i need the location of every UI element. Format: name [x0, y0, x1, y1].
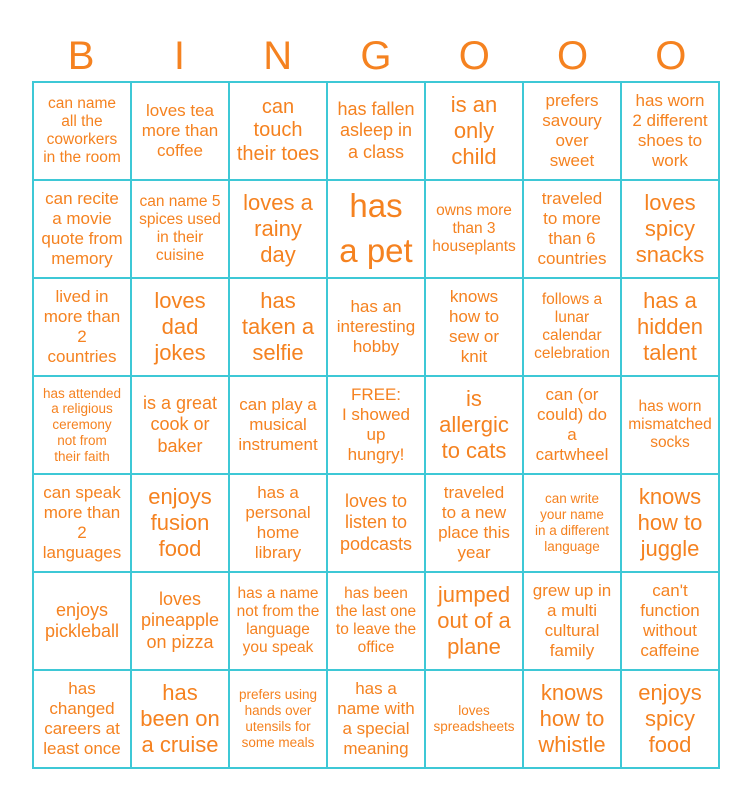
- bingo-cell[interactable]: has a hidden talent: [622, 279, 720, 377]
- bingo-cell[interactable]: has attended a religious ceremony not from their faith: [34, 377, 132, 475]
- header-letter-n: N: [263, 34, 293, 78]
- bingo-cell[interactable]: has changed careers at least once: [34, 671, 132, 769]
- header-letter-g: G: [360, 34, 392, 78]
- bingo-cell[interactable]: follows a lunar calendar celebration: [524, 279, 622, 377]
- bingo-cell[interactable]: can name all the coworkers in the room: [34, 83, 132, 181]
- bingo-cell[interactable]: loves spreadsheets: [426, 671, 524, 769]
- bingo-cell[interactable]: loves dad jokes: [132, 279, 230, 377]
- bingo-cell[interactable]: loves a rainy day: [230, 181, 328, 279]
- bingo-cell[interactable]: can recite a movie quote from memory: [34, 181, 132, 279]
- bingo-cell[interactable]: traveled to more than 6 countries: [524, 181, 622, 279]
- bingo-cell[interactable]: can't function without caffeine: [622, 573, 720, 671]
- bingo-cell[interactable]: enjoys fusion food: [132, 475, 230, 573]
- bingo-cell[interactable]: has a personal home library: [230, 475, 328, 573]
- bingo-cell[interactable]: can name 5 spices used in their cuisine: [132, 181, 230, 279]
- header-letter-o-3: O: [655, 34, 687, 78]
- bingo-cell[interactable]: knows how to sew or knit: [426, 279, 524, 377]
- bingo-cell[interactable]: knows how to juggle: [622, 475, 720, 573]
- bingo-cell[interactable]: is an only child: [426, 83, 524, 181]
- bingo-cell[interactable]: enjoys pickleball: [34, 573, 132, 671]
- bingo-grid: [32, 81, 720, 769]
- header-letter-o-2: O: [556, 34, 589, 78]
- bingo-cell[interactable]: has a pet: [328, 181, 426, 279]
- bingo-cell[interactable]: can speak more than 2 languages: [34, 475, 132, 573]
- free-space-cell[interactable]: FREE: I showed up hungry!: [328, 377, 426, 475]
- bingo-cell[interactable]: loves to listen to podcasts: [328, 475, 426, 573]
- bingo-cell[interactable]: loves pineapple on pizza: [132, 573, 230, 671]
- bingo-cell[interactable]: has an interesting hobby: [328, 279, 426, 377]
- bingo-cell[interactable]: has fallen asleep in a class: [328, 83, 426, 181]
- bingo-cell[interactable]: has been the last one to leave the office: [328, 573, 426, 671]
- bingo-cell[interactable]: has been on a cruise: [132, 671, 230, 769]
- bingo-cell[interactable]: lived in more than 2 countries: [34, 279, 132, 377]
- bingo-cell[interactable]: has a name with a special meaning: [328, 671, 426, 769]
- bingo-cell[interactable]: can write your name in a different language: [524, 475, 622, 573]
- header-letter-b: B: [67, 34, 95, 78]
- bingo-cell[interactable]: has taken a selfie: [230, 279, 328, 377]
- bingo-cell[interactable]: loves spicy snacks: [622, 181, 720, 279]
- bingo-cell[interactable]: prefers using hands over utensils for some meals: [230, 671, 328, 769]
- bingo-cell[interactable]: can (or could) do a cartwheel: [524, 377, 622, 475]
- bingo-cell[interactable]: has worn mismatched socks: [622, 377, 720, 475]
- bingo-cell[interactable]: can touch their toes: [230, 83, 328, 181]
- bingo-cell[interactable]: is a great cook or baker: [132, 377, 230, 475]
- bingo-cell[interactable]: knows how to whistle: [524, 671, 622, 769]
- bingo-cell[interactable]: prefers savoury over sweet: [524, 83, 622, 181]
- bingo-cell[interactable]: loves tea more than coffee: [132, 83, 230, 181]
- bingo-cell[interactable]: jumped out of a plane: [426, 573, 524, 671]
- bingo-cell[interactable]: can play a musical instrument: [230, 377, 328, 475]
- bingo-cell[interactable]: has a name not from the language you speak: [230, 573, 328, 671]
- bingo-cell[interactable]: is allergic to cats: [426, 377, 524, 475]
- bingo-cell[interactable]: traveled to a new place this year: [426, 475, 524, 573]
- bingo-cell[interactable]: enjoys spicy food: [622, 671, 720, 769]
- bingo-cell[interactable]: has worn 2 different shoes to work: [622, 83, 720, 181]
- header-letter-o-1: O: [458, 34, 490, 78]
- bingo-cell[interactable]: owns more than 3 houseplants: [426, 181, 524, 279]
- header-letter-i: I: [173, 34, 185, 78]
- bingo-cell[interactable]: grew up in a multi cultural family: [524, 573, 622, 671]
- bingo-header: [32, 30, 720, 82]
